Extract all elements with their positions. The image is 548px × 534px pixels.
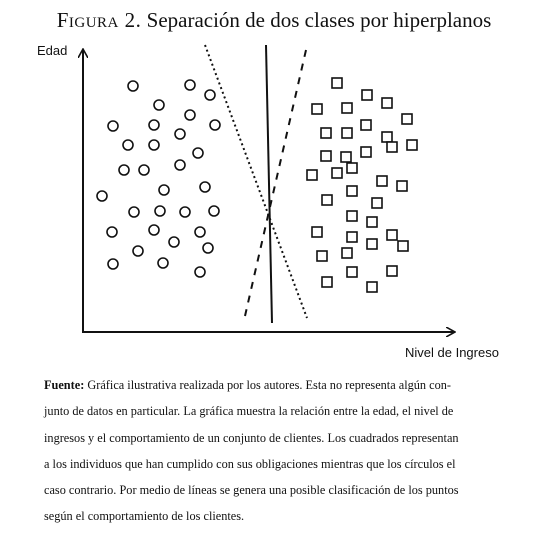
square-point [387, 230, 397, 240]
square-point [367, 239, 377, 249]
figure-number: Figura 2. [56, 8, 142, 32]
square-point [387, 142, 397, 152]
square-point [361, 120, 371, 130]
square-point [361, 147, 371, 157]
figure-caption [44, 372, 514, 530]
square-point [322, 195, 332, 205]
circle-point [129, 207, 139, 217]
square-point [347, 163, 357, 173]
circle-point [205, 90, 215, 100]
square-point [321, 128, 331, 138]
square-point [402, 114, 412, 124]
square-point [307, 170, 317, 180]
square-point [332, 168, 342, 178]
circle-point [195, 227, 205, 237]
square-point [312, 104, 322, 114]
square-point [347, 267, 357, 277]
circle-point [119, 165, 129, 175]
circle-point [175, 129, 185, 139]
square-point [342, 103, 352, 113]
square-point [397, 181, 407, 191]
circle-point [169, 237, 179, 247]
circle-point [133, 246, 143, 256]
caption-line-3: ingresos y el comportamiento de un conjunto de clientes. Los cuadrados representan [44, 430, 459, 445]
caption-line-6: según el comportamiento de los clientes. [44, 509, 245, 524]
square-point [347, 211, 357, 221]
circle-point [210, 120, 220, 130]
square-point [367, 282, 377, 292]
y-axis-label: Edad [37, 43, 68, 58]
circle-point [149, 225, 159, 235]
circle-point [149, 120, 159, 130]
circle-point [123, 140, 133, 150]
circle-point [203, 243, 213, 253]
circle-point [97, 191, 107, 201]
square-point [382, 132, 392, 142]
circle-point [155, 206, 165, 216]
square-point [387, 266, 397, 276]
circle-point [154, 100, 164, 110]
square-point [321, 151, 331, 161]
square-point [342, 128, 352, 138]
square-point [312, 227, 322, 237]
hyperplane-dotted [205, 45, 307, 318]
circle-point [139, 165, 149, 175]
circle-point [107, 227, 117, 237]
circle-point [185, 80, 195, 90]
circle-point [180, 207, 190, 217]
circle-point [149, 140, 159, 150]
square-point [398, 241, 408, 251]
caption-line-4: a los individuos que han cumplido con sus obligaciones mientras que los círculos el [44, 456, 456, 471]
caption-line-2: junto de datos en particular. La gráfica muestra la relación entre la edad, el nivel de [44, 404, 454, 419]
circle-point [158, 258, 168, 268]
square-point [407, 140, 417, 150]
square-point [342, 248, 352, 258]
circle-point [185, 110, 195, 120]
square-point [347, 232, 357, 242]
square-point [322, 277, 332, 287]
circle-point [128, 81, 138, 91]
square-point [377, 176, 387, 186]
square-point [347, 186, 357, 196]
square-point [382, 98, 392, 108]
square-point [341, 152, 351, 162]
circle-point [200, 182, 210, 192]
circle-point [195, 267, 205, 277]
circle-point [209, 206, 219, 216]
square-point [332, 78, 342, 88]
square-point [372, 198, 382, 208]
circle-point [108, 121, 118, 131]
hyperplane-dashed [245, 50, 306, 316]
square-point [367, 217, 377, 227]
caption-line-1: Gráfica ilustrativa realizada por los autores. Esta no representa algún con- [87, 378, 452, 392]
circle-point [193, 148, 203, 158]
figure-title-text: Separación de dos clases por hiperplanos [146, 8, 492, 32]
circle-point [108, 259, 118, 269]
square-point [362, 90, 372, 100]
caption-line-5: caso contrario. Por medio de líneas se genera una posible clasificación de los puntos [44, 483, 459, 498]
square-point [317, 251, 327, 261]
hyperplane-solid [266, 45, 272, 323]
circle-point [159, 185, 169, 195]
x-axis-label: Nivel de Ingreso [405, 345, 499, 360]
circle-point [175, 160, 185, 170]
caption-label: Fuente: [44, 378, 85, 392]
hyperplanes [205, 45, 307, 323]
